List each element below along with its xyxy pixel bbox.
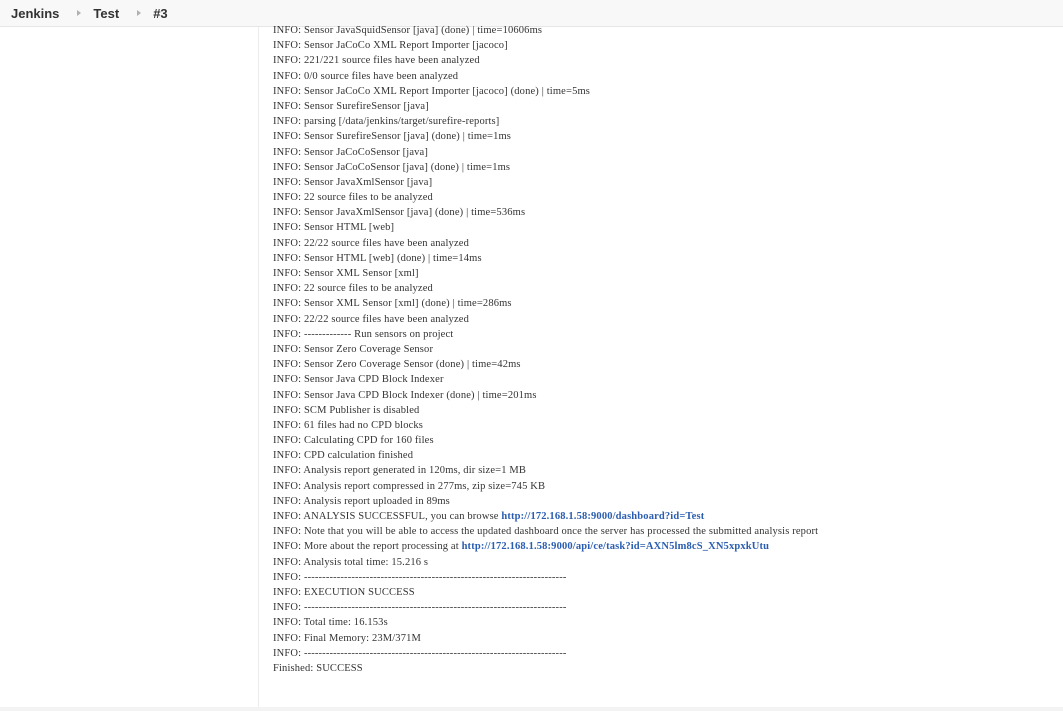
console-line bbox=[273, 160, 1053, 175]
side-panel bbox=[0, 27, 259, 711]
console-line bbox=[273, 190, 1053, 205]
console-line bbox=[273, 266, 1053, 281]
console-line bbox=[273, 418, 1053, 433]
console-line bbox=[273, 448, 1053, 463]
console-link[interactable]: http://172.168.1.58:9000/dashboard?id=Test bbox=[501, 511, 705, 522]
console-line-text: INFO: EXECUTION SUCCESS bbox=[273, 586, 415, 598]
console-line-text: INFO: Sensor JavaXmlSensor [java] (done) | time=536ms bbox=[273, 207, 526, 219]
console-line bbox=[273, 570, 1053, 585]
console-line-text: INFO: Sensor JaCoCoSensor [java] bbox=[273, 146, 428, 158]
console-line-text: INFO: SCM Publisher is disabled bbox=[273, 404, 420, 416]
console-line bbox=[273, 342, 1053, 357]
console-line-text: INFO: More about the report processing at bbox=[273, 541, 462, 553]
console-line bbox=[273, 23, 1053, 38]
console-line-text: Finished: SUCCESS bbox=[273, 662, 363, 674]
console-line-text: INFO: Sensor JavaSquidSensor [java] (done) | time=10606ms bbox=[273, 25, 543, 36]
console-link[interactable]: http://172.168.1.58:9000/api/ce/task?id=AXN5lm8cS_XN5xpxkUtu bbox=[461, 541, 770, 553]
console-line bbox=[273, 296, 1053, 311]
console-line bbox=[273, 479, 1053, 494]
console-line-text: INFO: Sensor Java CPD Block Indexer (done) | time=201ms bbox=[273, 389, 537, 401]
console-line-text: INFO: 22 source files to be analyzed bbox=[273, 283, 433, 295]
console-line-text: INFO: 22/22 source files have been analyzed bbox=[273, 313, 469, 325]
console-line bbox=[273, 524, 1053, 539]
console-line-text: INFO: Sensor Java CPD Block Indexer bbox=[273, 374, 444, 386]
chevron-right-icon[interactable] bbox=[137, 10, 141, 16]
console-line-text: INFO: 22/22 source files have been analyzed bbox=[273, 237, 469, 249]
console-line-text: INFO: Final Memory: 23M/371M bbox=[273, 632, 421, 644]
breadcrumb-jenkins[interactable]: Jenkins bbox=[11, 5, 60, 21]
console-line-text: INFO: Sensor JaCoCo XML Report Importer [jacoco] (done) | time=5ms bbox=[273, 85, 591, 97]
page-bottom-edge bbox=[0, 707, 1063, 711]
console-line-text: INFO: Sensor JavaXmlSensor [java] bbox=[273, 176, 433, 188]
console-line bbox=[273, 585, 1053, 600]
console-line-text: INFO: Sensor XML Sensor [xml] (done) | time=286ms bbox=[273, 298, 512, 310]
console-line bbox=[273, 114, 1053, 129]
console-line bbox=[273, 357, 1053, 372]
console-line bbox=[273, 175, 1053, 190]
console-line-text: INFO: ------------------------------------------------------------------------ bbox=[273, 571, 567, 583]
console-line-text: INFO: Analysis report generated in 120ms, dir size=1 MB bbox=[273, 465, 527, 477]
console-line-text: INFO: 22 source files to be analyzed bbox=[273, 192, 433, 204]
console-line-text: INFO: Analysis report compressed in 277ms, zip size=745 KB bbox=[273, 480, 546, 492]
console-line bbox=[273, 372, 1053, 387]
console-line-text: INFO: Calculating CPD for 160 files bbox=[273, 435, 434, 447]
console-line bbox=[273, 38, 1053, 53]
console-line-text: INFO: ANALYSIS SUCCESSFUL, you can browse bbox=[273, 511, 502, 522]
console-line bbox=[273, 539, 1053, 554]
console-line-text: INFO: Sensor JaCoCo XML Report Importer [jacoco] bbox=[273, 40, 508, 52]
breadcrumb-build-number[interactable]: #3 bbox=[153, 5, 168, 21]
console-line-text: INFO: Note that you will be able to access the updated dashboard once the server has processed the submitted analysis report bbox=[273, 526, 819, 538]
console-line bbox=[273, 84, 1053, 99]
console-line-text: INFO: Sensor HTML [web] (done) | time=14ms bbox=[273, 252, 482, 264]
console-line-text: INFO: Total time: 16.153s bbox=[273, 617, 388, 629]
console-line bbox=[273, 646, 1053, 661]
chevron-right-icon[interactable] bbox=[77, 10, 81, 16]
console-line-text: INFO: Sensor Zero Coverage Sensor bbox=[273, 343, 434, 355]
console-line bbox=[273, 509, 1053, 524]
console-line bbox=[273, 145, 1053, 160]
console-line bbox=[273, 661, 1053, 676]
console-line bbox=[273, 205, 1053, 220]
console-line-text: INFO: 0/0 source files have been analyzed bbox=[273, 70, 459, 82]
console-line bbox=[273, 312, 1053, 327]
console-line-text: INFO: ------------- Run sensors on project bbox=[273, 328, 454, 340]
console-line-text: INFO: ------------------------------------------------------------------------ bbox=[273, 602, 567, 614]
console-line bbox=[273, 615, 1053, 630]
console-line bbox=[273, 99, 1053, 114]
console-line-text: INFO: 61 files had no CPD blocks bbox=[273, 419, 424, 431]
console-line-text: INFO: CPD calculation finished bbox=[273, 450, 414, 462]
console-line bbox=[273, 403, 1053, 418]
breadcrumb-test[interactable]: Test bbox=[93, 5, 120, 21]
console-line-text: INFO: 221/221 source files have been analyzed bbox=[273, 55, 480, 67]
console-line bbox=[273, 388, 1053, 403]
console-line-text: INFO: Sensor SurefireSensor [java] (done) | time=1ms bbox=[273, 131, 512, 143]
console-output bbox=[273, 23, 1053, 683]
console-line-text: INFO: Analysis total time: 15.216 s bbox=[273, 556, 429, 568]
console-line-text: INFO: Sensor Zero Coverage Sensor (done) | time=42ms bbox=[273, 359, 521, 371]
console-line bbox=[273, 433, 1053, 448]
console-line bbox=[273, 220, 1053, 235]
console-line-text: INFO: Sensor SurefireSensor [java] bbox=[273, 100, 429, 112]
console-line-text: INFO: parsing [/data/jenkins/target/surefire-reports] bbox=[273, 116, 500, 128]
console-line bbox=[273, 631, 1053, 646]
console-line bbox=[273, 53, 1053, 68]
console-line-text: INFO: Sensor HTML [web] bbox=[273, 222, 395, 234]
console-line bbox=[273, 494, 1053, 509]
console-line-text: INFO: Analysis report uploaded in 89ms bbox=[273, 495, 450, 507]
console-line bbox=[273, 236, 1053, 251]
console-line bbox=[273, 129, 1053, 144]
console-line-text: INFO: Sensor XML Sensor [xml] bbox=[273, 268, 419, 279]
console-line bbox=[273, 69, 1053, 84]
console-line bbox=[273, 281, 1053, 296]
console-line bbox=[273, 600, 1053, 615]
console-line-text: INFO: ------------------------------------------------------------------------ bbox=[273, 647, 567, 659]
console-line bbox=[273, 327, 1053, 342]
console-line bbox=[273, 463, 1053, 478]
console-line-text: INFO: Sensor JaCoCoSensor [java] (done) | time=1ms bbox=[273, 161, 511, 173]
console-line bbox=[273, 251, 1053, 266]
console-line bbox=[273, 555, 1053, 570]
